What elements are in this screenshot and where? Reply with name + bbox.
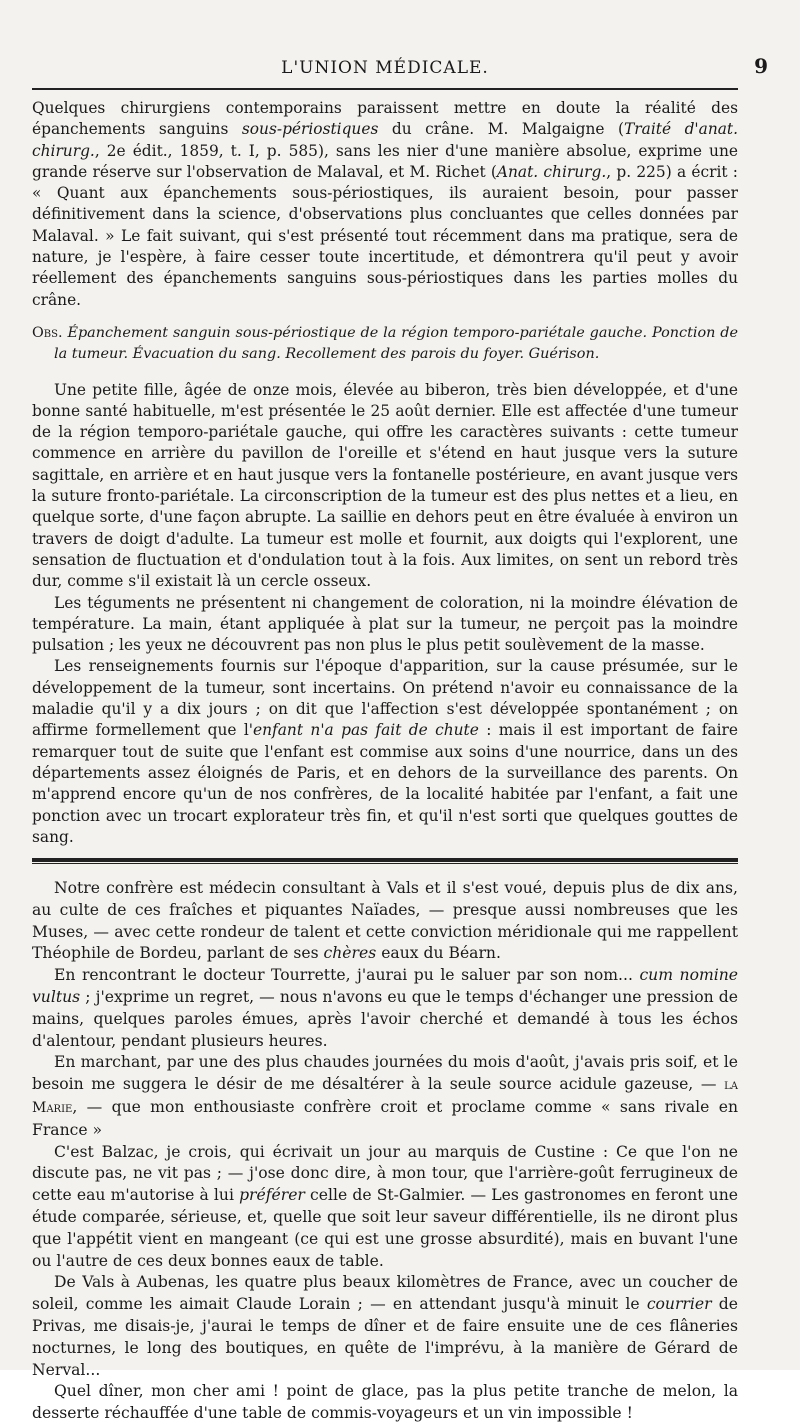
text-run: eaux du Béarn. <box>376 944 501 963</box>
feuilleton-separator <box>32 858 738 864</box>
italic-run: cum nomine vultus <box>32 966 739 1007</box>
italic-run: enfant n'a pas fait de chute <box>253 721 479 740</box>
text-run: du crâne. M. Malgaigne ( <box>378 120 625 139</box>
small-caps-run: la Marie <box>32 1077 738 1117</box>
text-run: , p. 225) a écrit : « Quant aux épanchements sous-périostiques, ils auraient besoin, pour passer définitivement dans la science, d'observations plus concluantes que celles données par Malaval. » Le fait suivant, qui s'est présenté tout récemment dans ma pratique, sera de nature, je l'espère, à faire cesser toute incertitude, et démontrera qu'il peut y avoir réellement des épanchements sanguins sous-périostiques dans les parties molles du crâne. <box>32 162 738 309</box>
page-header <box>32 54 768 90</box>
article-body <box>32 98 738 848</box>
italic-run: préférer <box>239 1186 305 1205</box>
observation-heading <box>32 323 738 366</box>
feuilleton-paragraph <box>32 1052 738 1141</box>
italic-run: Anat. chirurg. <box>496 162 607 181</box>
feuilleton-paragraph <box>32 1272 738 1381</box>
text-run: C'est Balzac, je crois, qui écrivait un jour au marquis de Custine : Ce que l'on ne discute pas, ne vit pas ; — j'ose donc dire, à mon tour, que l'arrière-goût ferrugineux de cette eau m'autorise à lui <box>32 1142 738 1205</box>
text-run: ; j'exprime un regret, — nous n'avons eu que le temps d'échanger une pression de mains, quelques paroles émues, après l'avoir cherché et demandé à tous les échos d'alentour, pendant plusieurs heures. <box>32 988 738 1050</box>
text-run: Les renseignements fournis sur l'époque d'apparition, sur la cause présumée, sur le développement de la tumeur, sont incertains. On prétend n'avoir eu connaissance de la maladie qu'il y a dix jours ; on dit que l'affection s'est développée spontanément ; on affirme formellement que l' <box>32 657 738 740</box>
italic-run: courrier <box>646 1295 712 1314</box>
observation-title: Épanchement sanguin sous-périostique de la région temporo-pariétale gauche. Ponction de la tumeur. Évacuation du sang. Recollement des parois du foyer. Guérison. <box>54 324 738 363</box>
observation-label: Obs. <box>32 324 63 341</box>
text-run: : mais il est important de faire remarquer tout de suite que l'enfant est commise aux soins d'une nourrice, dans un des départements assez éloignés de Paris, et en dehors de la surveillance des parents. On m'apprend encore qu'un de nos confrères, de la localité habitée par l'enfant, a fait une ponction avec un trocart explorateur très fin, et qu'il n'est sorti que quelques gouttes de sang. <box>32 721 738 846</box>
feuilleton-section <box>32 878 738 1425</box>
paragraph-case-description: Une petite fille, âgée de onze mois, élevée au biberon, très bien développée, et d'une bonne santé habituelle, m'est présentée le 25 août dernier. Elle est affectée d'une tumeur de la région temporo-pariétale gauche, qui offre les caractères suivants : cette tumeur commence en arrière du pavillon de l'oreille et s'étend en haut jusque vers la suture sagittale, en arrière et en haut jusque vers la fontanelle postérieure, en avant jusque vers la suture fronto-pariétale. La circonscription de la tumeur est des plus nettes et a lieu, en quelque sorte, d'une façon abrupte. La saillie en dehors peut en être évaluée à environ un travers de doigt d'adulte. La tumeur est molle et fournit, aux doigts qui l'explorent, une sensation de fluctuation et d'ondulation tout à la fois. Aux limites, on sent un rebord très dur, comme s'il existait là un cercle osseux. <box>32 380 738 591</box>
text-run: celle de St-Galmier. — Les gastronomes en feront une étude comparée, sérieuse, et, quelle que soit leur saveur différentielle, ils ne diront plus que l'appétit vient en mangeant (ce qui est une grosse absurdité), mais en buvant l'une ou l'autre de ces deux bonnes eaux de table. <box>32 1186 738 1270</box>
italic-run: sous-périostiques <box>241 120 379 139</box>
page-number: 9 <box>754 54 768 78</box>
paragraph-introduction <box>32 98 738 311</box>
text-run: de Privas, me disais-je, j'aurai le temps de dîner et de faire ensuite une de ces flâneries nocturnes, le long des boutiques, en quête de l'imprévu, à la manière de Gérard de Nerval... <box>32 1295 738 1379</box>
text-run: De Vals à Aubenas, les quatre plus beaux kilomètres de France, avec un coucher de soleil, comme les aimait Claude Lorain ; — en attendant jusqu'à minuit le <box>32 1273 738 1314</box>
text-run: En marchant, par une des plus chaudes journées du mois d'août, j'avais pris soif, et le besoin me suggera le désir de me désaltérer à la seule source acidule gazeuse, — <box>32 1053 738 1094</box>
italic-run: chères <box>323 944 377 963</box>
text-run: En rencontrant le docteur Tourrette, j'aurai pu le saluer par son nom... <box>54 966 640 985</box>
text-run: Quelques chirurgiens contemporains paraissent mettre en doute la réalité des épanchements sanguins <box>32 99 738 139</box>
feuilleton-paragraph-final: Quel dîner, mon cher ami ! point de glace, pas la plus petite tranche de melon, la desserte réchauffée d'une table de commis-voyageurs et un vin impossible ! <box>32 1382 738 1423</box>
running-title: L'UNION MÉDICALE. <box>281 58 489 78</box>
feuilleton-paragraph <box>32 1142 738 1273</box>
text-run: , — que mon enthousiaste confrère croit et proclame comme « sans rivale en France » <box>32 1098 738 1139</box>
text-run: , 2e édit., 1859, t. I, p. 585), sans les nier d'une manière absolue, exprime une grande réserve sur l'observation de Malaval, et M. Richet ( <box>32 141 738 181</box>
paragraph-history <box>32 656 738 848</box>
feuilleton-paragraph <box>32 965 738 1052</box>
text-run: Notre confrère est médecin consultant à Vals et il s'est voué, depuis plus de dix ans, au culte de ces fraîches et piquantes Naïades, — presque aussi nombreuses que les Muses, — avec cette rondeur de talent et cette conviction méridionale qui me rappellent Théophile de Bordeu, parlant de ses <box>32 879 738 963</box>
italic-run: Traité d'anat. chirurg. <box>32 120 738 160</box>
feuilleton-paragraph <box>32 878 738 965</box>
paragraph-teguments: Les téguments ne présentent ni changement de coloration, ni la moindre élévation de température. La main, étant appliquée à plat sur la tumeur, ne perçoit pas la moindre pulsation ; les yeux ne découvrent pas non plus le plus petit soulèvement de la masse. <box>32 593 738 655</box>
